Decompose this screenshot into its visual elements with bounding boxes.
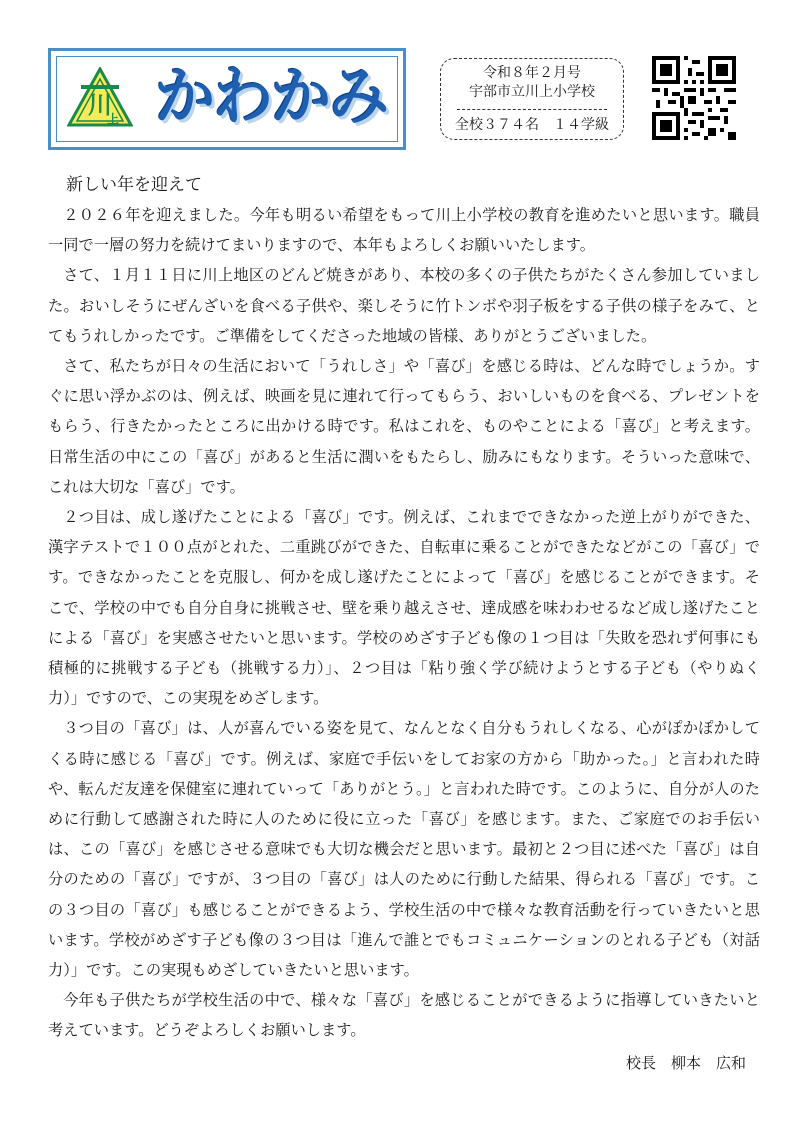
paragraph: ３つ目の「喜び」は、人が喜んでいる姿を見て、なんとなく自分もうれしくなる、心がぽかぽかしてくる時に感じる「喜び」です。例えば、家庭で手伝いをしてお家の方から「助かった。」と言われた時や、転んだ友達を保健室に連れていって「ありがとう。」と言われた時です。このように、自分が人のために行動して感謝された時に人のために役に立った「喜び」を感じます。また、ご家庭でのお手伝いは、この「喜び」を感じさせる意味でも大切な機会だと思います。最初と２つ目に述べた「喜び」は自分のための「喜び」ですが、３つ目の「喜び」は人のために行動した結果、得られる「喜び」です。この３つ目の「喜び」も感じることができるよう、学校生活の中で様々な教育活動を行っていきたいと思います。学校がめざす子ども像の３つ目は「進んで誰とでもコミュニケーションのとれる子ども（対話力）」です。この実現もめざしていきたいと思います。 [48,719,760,980]
article-heading: 新しい年を迎えて [66,175,202,195]
issue-date: 令和８年２月号 [483,65,581,81]
paragraph: さて、１月１１日に川上地区のどんど焼きがあり、本校の多くの子供たちがたくさん参加していました。おいしそうにぜんざいを食べる子供や、楽しそうに竹トンボや羽子板をする子供の様子をみて、とてもうれしかったです。ご準備をしてくださった地域の皆様、ありがとうございました。 [48,266,760,345]
paragraph: ２０２６年を迎えました。今年も明るい希望をもって川上小学校の教育を進めたいと思います。職員一同で一層の努力を続けてまいりますので、本年もよろしくお願いいたします。 [48,206,760,255]
principal-signature: 校長 柳本 広和 [625,1054,746,1072]
school-name: 宇部市立川上小学校 [469,84,595,100]
article-body [48,200,760,1046]
newsletter-title: かわかみ [155,60,387,134]
qr-code-icon [652,56,736,140]
school-stats: 全校３７４名 １４学級 [455,117,609,133]
emblem-character: 川 [88,91,112,119]
school-emblem-icon [67,67,133,127]
paragraph: さて、私たちが日々の生活において「うれしさ」や「喜び」を感じる時は、どんな時でしょうか。すぐに思い浮かぶのは、例えば、映画を見に連れて行ってもらう、おいしいものを食べる、プレゼントをもらう、行きたかったところに出かける時です。私はこれを、ものやことによる「喜び」と考えます。日常生活の中にこの「喜び」があると生活に潤いをもたらし、励みにもなります。そういった意味で、これは大切な「喜び」です。 [48,357,760,496]
issue-info-box [440,58,624,140]
paragraph: ２つ目は、成し遂げたことによる「喜び」です。例えば、これまでできなかった逆上がりができた、漢字テストで１００点がとれた、二重跳びができた、自転車に乗ることができたなどがこの「喜び」です。できなかったことを克服し、何かを成し遂げたことによって「喜び」を感じることができます。そこで、学校の中でも自分自身に挑戦させ、壁を乗り越えさせ、達成感を味わわせるなど成し遂げたことによる「喜び」を実感させたいと思います。学校のめざす子ども像の１つ目は「失敗を恐れず何事にも積極的に挑戦する子ども（挑戦する力）」、２つ目は「粘り強く学び続けようとする子ども（やりぬく力）」ですので、この実現をめざします。 [48,508,760,708]
masthead [48,48,406,150]
paragraph: 今年も子供たちが学校生活の中で、様々な「喜び」を感じることができるように指導していきたいと考えています。どうぞよろしくお願いします。 [48,991,760,1040]
info-divider [457,109,607,110]
emblem-sub-character: 上 [106,112,120,126]
